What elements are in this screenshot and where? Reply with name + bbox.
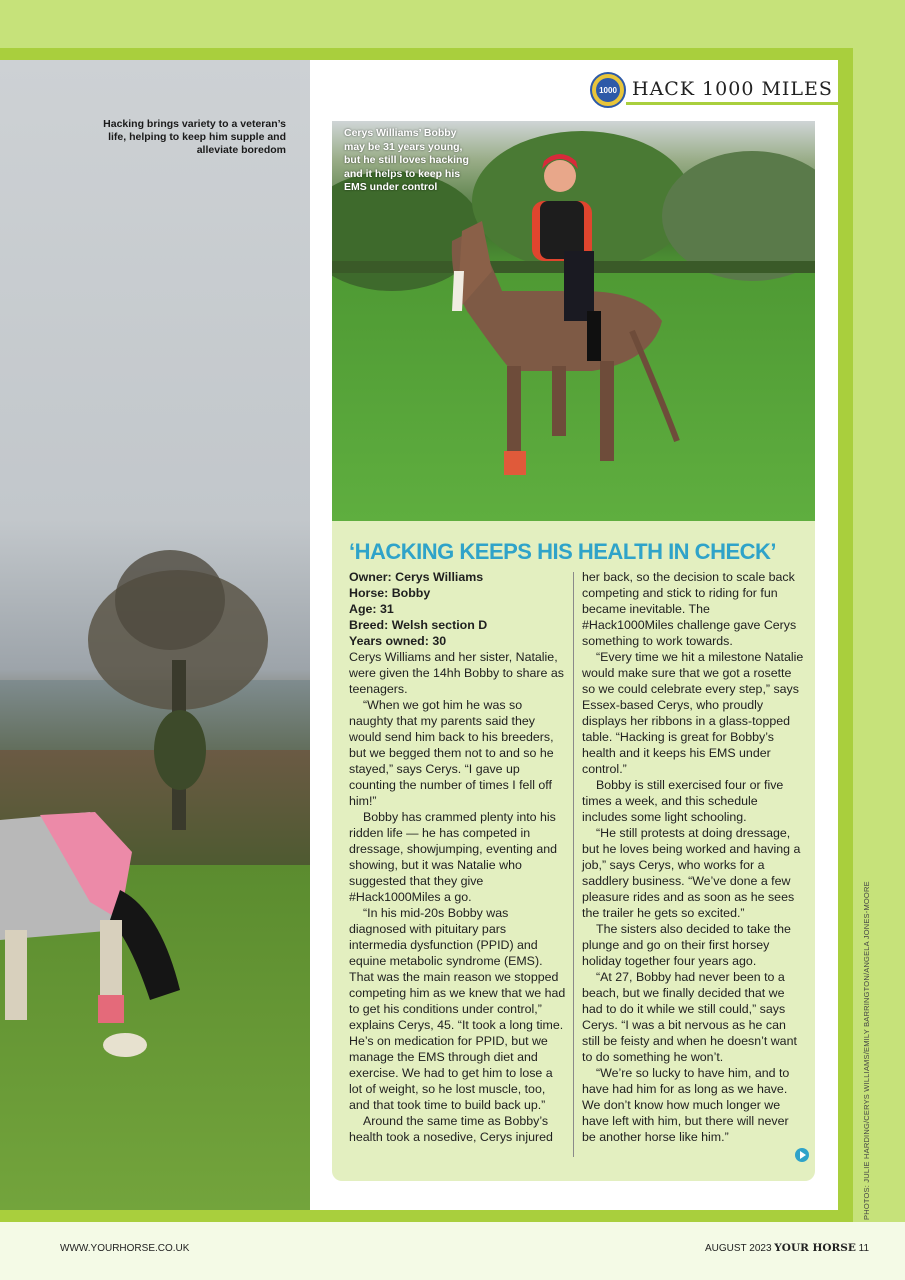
footer-page-number: 11 (858, 1243, 870, 1254)
paragraph: “When we got him he was so naughty that my parents said they would send him back to his breeders, but we begged them not to and so he stayed,” says Cerys. “I gave up counting the number of times I fell off him!” (349, 698, 554, 808)
article-column-1 (349, 569, 567, 1145)
right-band (853, 0, 905, 1222)
horse-in-rug (0, 812, 180, 1057)
fact-list (349, 569, 567, 649)
fact-owner: Owner: Cerys Williams (349, 570, 484, 584)
paragraph: Bobby has crammed plenty into his ridden life — he has competed in dressage, showjumping, eventing and showing, but it was Natalie who suggested that they give #Hack1000Miles a go. (349, 810, 558, 904)
section-title: HACK 1000 MILES (632, 78, 833, 100)
article-headline: ‘HACKING KEEPS HIS HEALTH IN CHECK’ (349, 539, 777, 564)
article-column-2 (582, 569, 804, 1145)
paragraph: Around the same time as Bobby’s health took a nosedive, Cerys injured (349, 1114, 553, 1144)
footer-issue (705, 1242, 869, 1254)
main-photo (332, 121, 815, 521)
footer-date: AUGUST 2023 (705, 1243, 772, 1254)
top-band (0, 0, 905, 48)
paragraph: “At 27, Bobby had never been to a beach, but we finally decided that we had to do it while we still could,” says Cerys. “I was a bit nervous as he can still be feisty and when he doesn’t want to do something he won’t. (582, 970, 797, 1064)
paragraph: “He still protests at doing dressage, but he loves being worked and having a job,” says Cerys, who works for a saddlery business. “We’ve done a few pleasure rides and as soon as he sees the trailer he gets so excited.” (582, 826, 801, 920)
footer-website: WWW.YOURHORSE.CO.UK (60, 1243, 190, 1254)
left-photo-illustration (0, 60, 310, 1210)
bare-tree (88, 550, 268, 830)
fact-age: Age: 31 (349, 602, 394, 616)
paragraph: The sisters also decided to take the plunge and go on their first horsey holiday together four years ago. (582, 922, 791, 968)
photo-credit: PHOTOS: JULIE HARDING/CERYS WILLIAMS/EMILY BARRINGTON/ANGELA JONES-MOORE (862, 881, 871, 1220)
fact-breed: Breed: Welsh section D (349, 618, 488, 632)
header-rule (626, 102, 838, 105)
section-header (590, 70, 838, 106)
fact-horse: Horse: Bobby (349, 586, 431, 600)
left-photo-caption: Hacking brings variety to a veteran’s life, helping to keep him supple and alleviate boredom (103, 118, 286, 156)
paragraph: “We’re so lucky to have him, and to have had him for as long as we have. We don’t know how much longer we have left with him, but there will never be another horse like him.” (582, 1066, 790, 1144)
left-photo (0, 60, 310, 1210)
footer-magazine: YOUR HORSE (774, 1242, 856, 1254)
paragraph: her back, so the decision to scale back competing and stick to riding for fun became inevitable. The #Hack1000Miles challenge gave Cerys something to work towards. (582, 570, 797, 648)
hack-1000-miles-logo (590, 72, 626, 108)
paragraph: “In his mid-20s Bobby was diagnosed with pituitary pars intermedia dysfunction (PPID) and equine metabolic syndrome (EMS). That was the main reason we stopped competing him as we knew that we had to get his conditions under control,” explains Cerys, 45. “It took a long time. He’s on medication for PPID, but we manage the EMS through diet and exercise. We had to get him to lose a lot of weight, so he lost muscle, too, and that took time to build back up.” (349, 906, 566, 1112)
paragraph: “Every time we hit a milestone Natalie would make sure that we got a rosette so we could celebrate every step,” says Essex-based Cerys, who proudly displays her ribbons in a glass-topped table. “Hacking is great for Bobby’s health and it keeps his EMS under control.” (582, 650, 804, 776)
column-divider (573, 572, 574, 1157)
main-photo-caption: Cerys Williams’ Bobby may be 31 years young, but he still loves hacking and it helps to keep his EMS under control (344, 127, 469, 193)
fact-years-owned: Years owned: 30 (349, 634, 447, 648)
paragraph: Bobby is still exercised four or five times a week, and this schedule includes some light schooling. (582, 778, 784, 824)
paragraph: Cerys Williams and her sister, Natalie, were given the 14hh Bobby to share as teenagers. (349, 650, 564, 696)
end-arrow-icon (795, 1148, 809, 1162)
logo-text: 1000 (596, 78, 620, 102)
